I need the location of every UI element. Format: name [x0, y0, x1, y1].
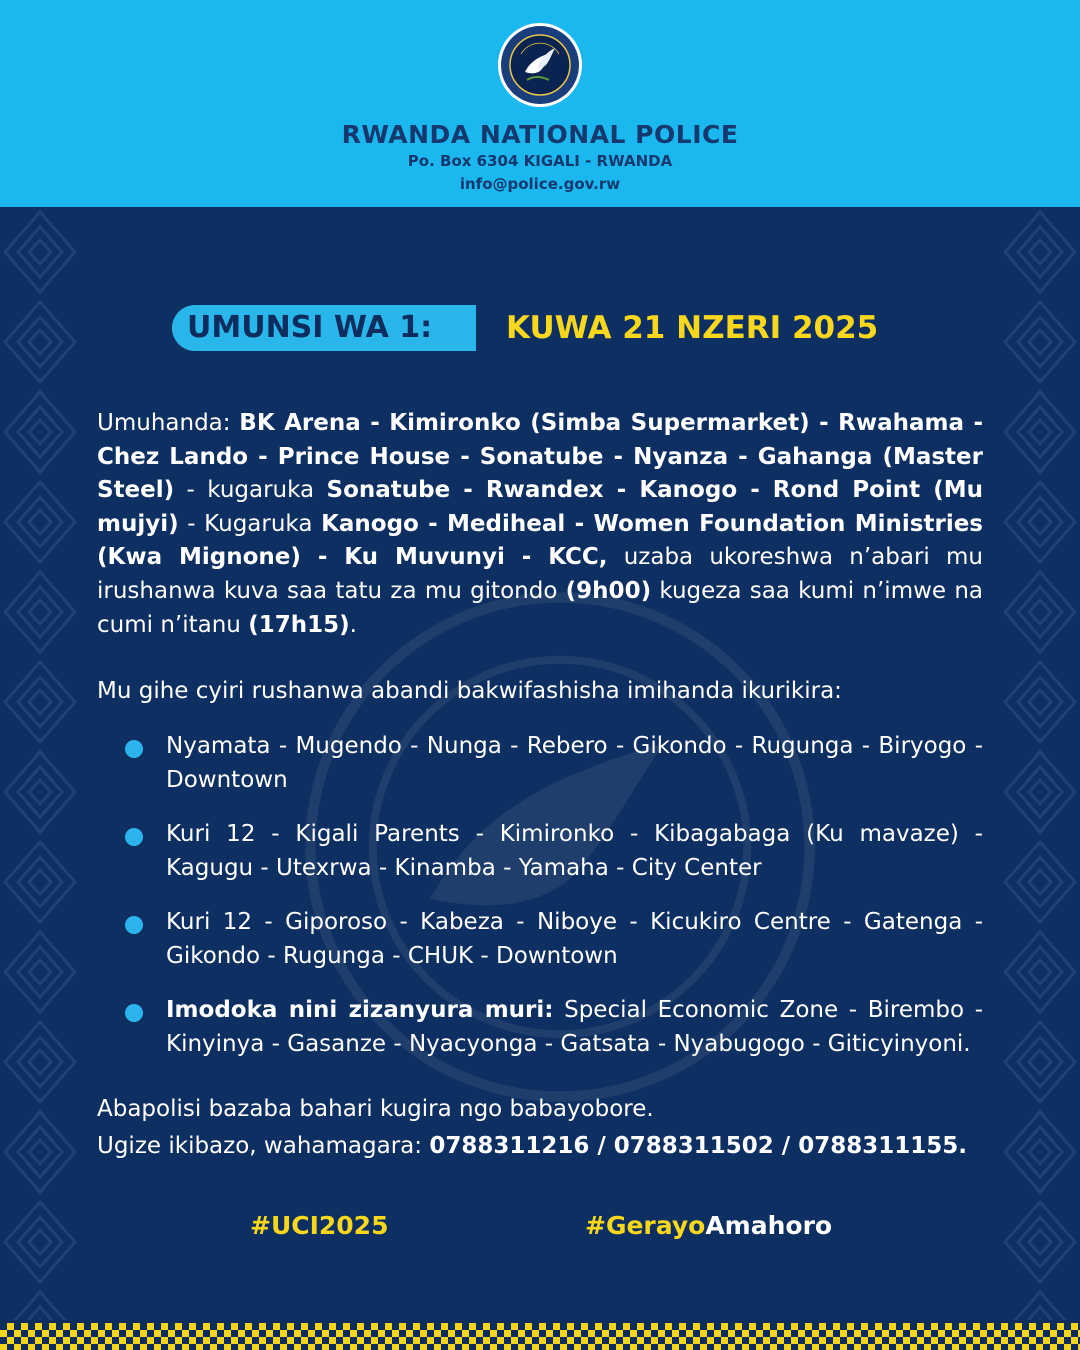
contact-prefix: Ugize ikibazo, wahamagara:	[97, 1133, 430, 1159]
alternatives-intro: Mu gihe cyiri rushanwa abandi bakwifashisha imihanda ikurikira:	[97, 678, 842, 704]
route-segment-bold: (9h00)	[565, 577, 652, 604]
route-segment: uzaba ukoreshwa n’abari mu irushanwa kuva saa tatu za mu gitondo	[97, 544, 984, 604]
checkered-border-edge	[0, 1320, 1080, 1323]
alternative-route-item	[97, 905, 983, 973]
event-date: KUWA 21 NZERI 2025	[506, 310, 879, 346]
route-text: Special Economic Zone - Birembo - Kinyinya - Gasanze - Nyacyonga - Gatsata - Nyabugogo - Giticyinyoni.	[166, 997, 983, 1057]
bullet-dot-icon	[125, 828, 143, 846]
route-segment: Umuhanda:	[97, 410, 240, 436]
route-text: Kuri 12 - Giporoso - Kabeza - Niboye - Kicukiro Centre - Gatenga - Gikondo - Rugunga - CHUK - Downtown	[166, 909, 983, 969]
right-pattern-icon	[1000, 207, 1080, 1320]
alternative-route-item	[97, 729, 983, 797]
left-pattern-icon	[0, 207, 80, 1320]
announcement-panel	[0, 207, 1080, 1320]
contact-line	[97, 1128, 997, 1165]
route-segment-bold: (17h15)	[248, 611, 350, 638]
route-segment: kugeza saa kumi n’imwe na cumi n’itanu	[97, 577, 983, 638]
po-box: Po. Box 6304 KIGALI - RWANDA	[407, 152, 673, 170]
bullet-dot-icon	[125, 916, 143, 934]
bullet-dot-icon	[125, 740, 143, 758]
police-guidance-text: Abapolisi bazaba bahari kugira ngo babayobore.	[97, 1096, 654, 1122]
alternative-route-item	[97, 993, 983, 1061]
route-segment-bold: Sonatube - Rwandex - Kanogo - Rond Point (Mu mujyi)	[97, 477, 983, 537]
route-segment-bold: Kanogo - Mediheal - Women Foundation Ministries (Kwa Mignone) - Ku Muvunyi - KCC,	[97, 510, 983, 571]
hashtag-uci: #UCI2025	[250, 1211, 389, 1240]
bullet-dot-icon	[125, 1004, 143, 1022]
org-name: RWANDA NATIONAL POLICE	[341, 120, 739, 149]
police-emblem-icon	[497, 22, 583, 108]
route-segment: - Kugaruka	[178, 510, 322, 537]
route-text: Nyamata - Mugendo - Nunga - Rebero - Gikondo - Rugunga - Biryogo - Downtown	[166, 733, 983, 793]
route-segment: - kugaruka	[174, 477, 327, 504]
letterhead	[0, 0, 1080, 207]
alternative-routes-list	[97, 729, 983, 1081]
alternative-route-item	[97, 817, 983, 885]
day-label-badge: UMUNSI WA 1:	[172, 305, 476, 351]
hashtag-gerayo: #Gerayo	[585, 1211, 706, 1240]
route-lead: Imodoka nini zizanyura muri:	[166, 997, 554, 1023]
route-segment: .	[349, 611, 357, 638]
route-paragraph	[97, 407, 983, 642]
hashtag-gerayo-amahoro	[585, 1211, 832, 1240]
closing-note	[97, 1091, 997, 1165]
checkered-border	[0, 1320, 1080, 1350]
org-email: info@police.gov.rw	[459, 175, 621, 193]
route-text: Kuri 12 - Kigali Parents - Kimironko - Kibagabaga (Ku mavaze) - Kagugu - Utexrwa - Kinamba - Yamaha - City Center	[166, 821, 983, 881]
hashtag-amahoro: Amahoro	[705, 1211, 833, 1240]
route-segment-bold: BK Arena - Kimironko (Simba Supermarket) - Rwahama - Chez Lando - Prince House - Sonatube - Nyanza - Gahanga (Master Steel)	[97, 410, 984, 504]
phone-numbers: 0788311216 / 0788311502 / 0788311155.	[429, 1133, 967, 1159]
